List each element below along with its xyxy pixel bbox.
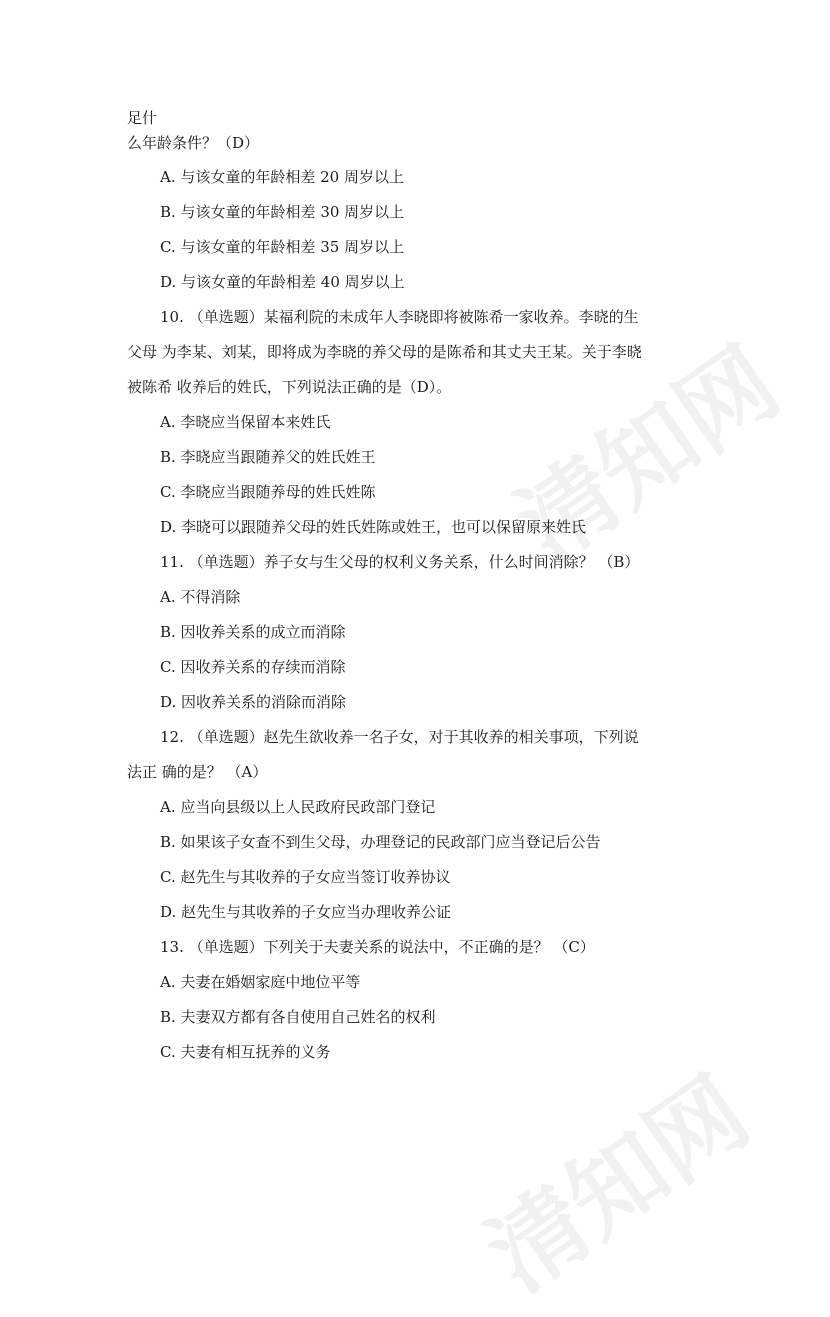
question-12: 12. （单选题）赵先生欲收养一名子女，对于其收养的相关事项，下列说 — [160, 728, 639, 746]
question-10: 10. （单选题）某福利院的未成年人李晓即将被陈希一家收养。李晓的生 — [160, 308, 639, 326]
option-c: C. 李晓应当跟随养母的姓氏姓陈 — [160, 483, 376, 501]
watermark: 清知网 — [498, 326, 799, 584]
option-b: B. 夫妻双方都有各自使用自己姓名的权利 — [160, 1008, 436, 1026]
option-a: A. 夫妻在婚姻家庭中地位平等 — [160, 973, 361, 991]
option-c: C. 因收养关系的存续而消除 — [160, 658, 346, 676]
option-d: D. 李晓可以跟随养父母的姓氏姓陈或姓王，也可以保留原来姓氏 — [160, 518, 587, 536]
question-text: 被陈希 收养后的姓氏，下列说法正确的是（D）。 — [127, 378, 452, 396]
question-text: 父母 为李某、刘某，即将成为李晓的养父母的是陈希和其丈夫王某。关于李晓 — [127, 343, 642, 361]
option-b: B. 与该女童的年龄相差 30 周岁以上 — [160, 203, 405, 221]
text-line: 足什 — [127, 109, 158, 127]
option-a: A. 应当向县级以上人民政府民政部门登记 — [160, 798, 436, 816]
option-c: C. 赵先生与其收养的子女应当签订收养协议 — [160, 868, 451, 886]
option-c: C. 与该女童的年龄相差 35 周岁以上 — [160, 238, 405, 256]
option-b: B. 因收养关系的成立而消除 — [160, 623, 346, 641]
watermark-bottom: 清知网 — [468, 1056, 769, 1314]
option-a: A. 不得消除 — [160, 588, 241, 606]
option-b: B. 如果该子女查不到生父母，办理登记的民政部门应当登记后公告 — [160, 833, 601, 851]
question-text: 法正 确的是？ （A） — [127, 763, 268, 781]
question-13: 13. （单选题）下列关于夫妻关系的说法中，不正确的是？ （C） — [160, 938, 595, 956]
option-a: A. 与该女童的年龄相差 20 周岁以上 — [160, 168, 404, 186]
option-d: D. 因收养关系的消除而消除 — [160, 693, 347, 711]
option-d: D. 赵先生与其收养的子女应当办理收养公证 — [160, 903, 452, 921]
option-d: D. 与该女童的年龄相差 40 周岁以上 — [160, 273, 405, 291]
option-b: B. 李晓应当跟随养父的姓氏姓王 — [160, 448, 376, 466]
text-line: 么年龄条件？（D） — [127, 134, 260, 152]
option-c: C. 夫妻有相互抚养的义务 — [160, 1043, 331, 1061]
option-a: A. 李晓应当保留本来姓氏 — [160, 413, 331, 431]
question-11: 11. （单选题）养子女与生父母的权利义务关系，什么时间消除？ （B） — [160, 553, 640, 571]
